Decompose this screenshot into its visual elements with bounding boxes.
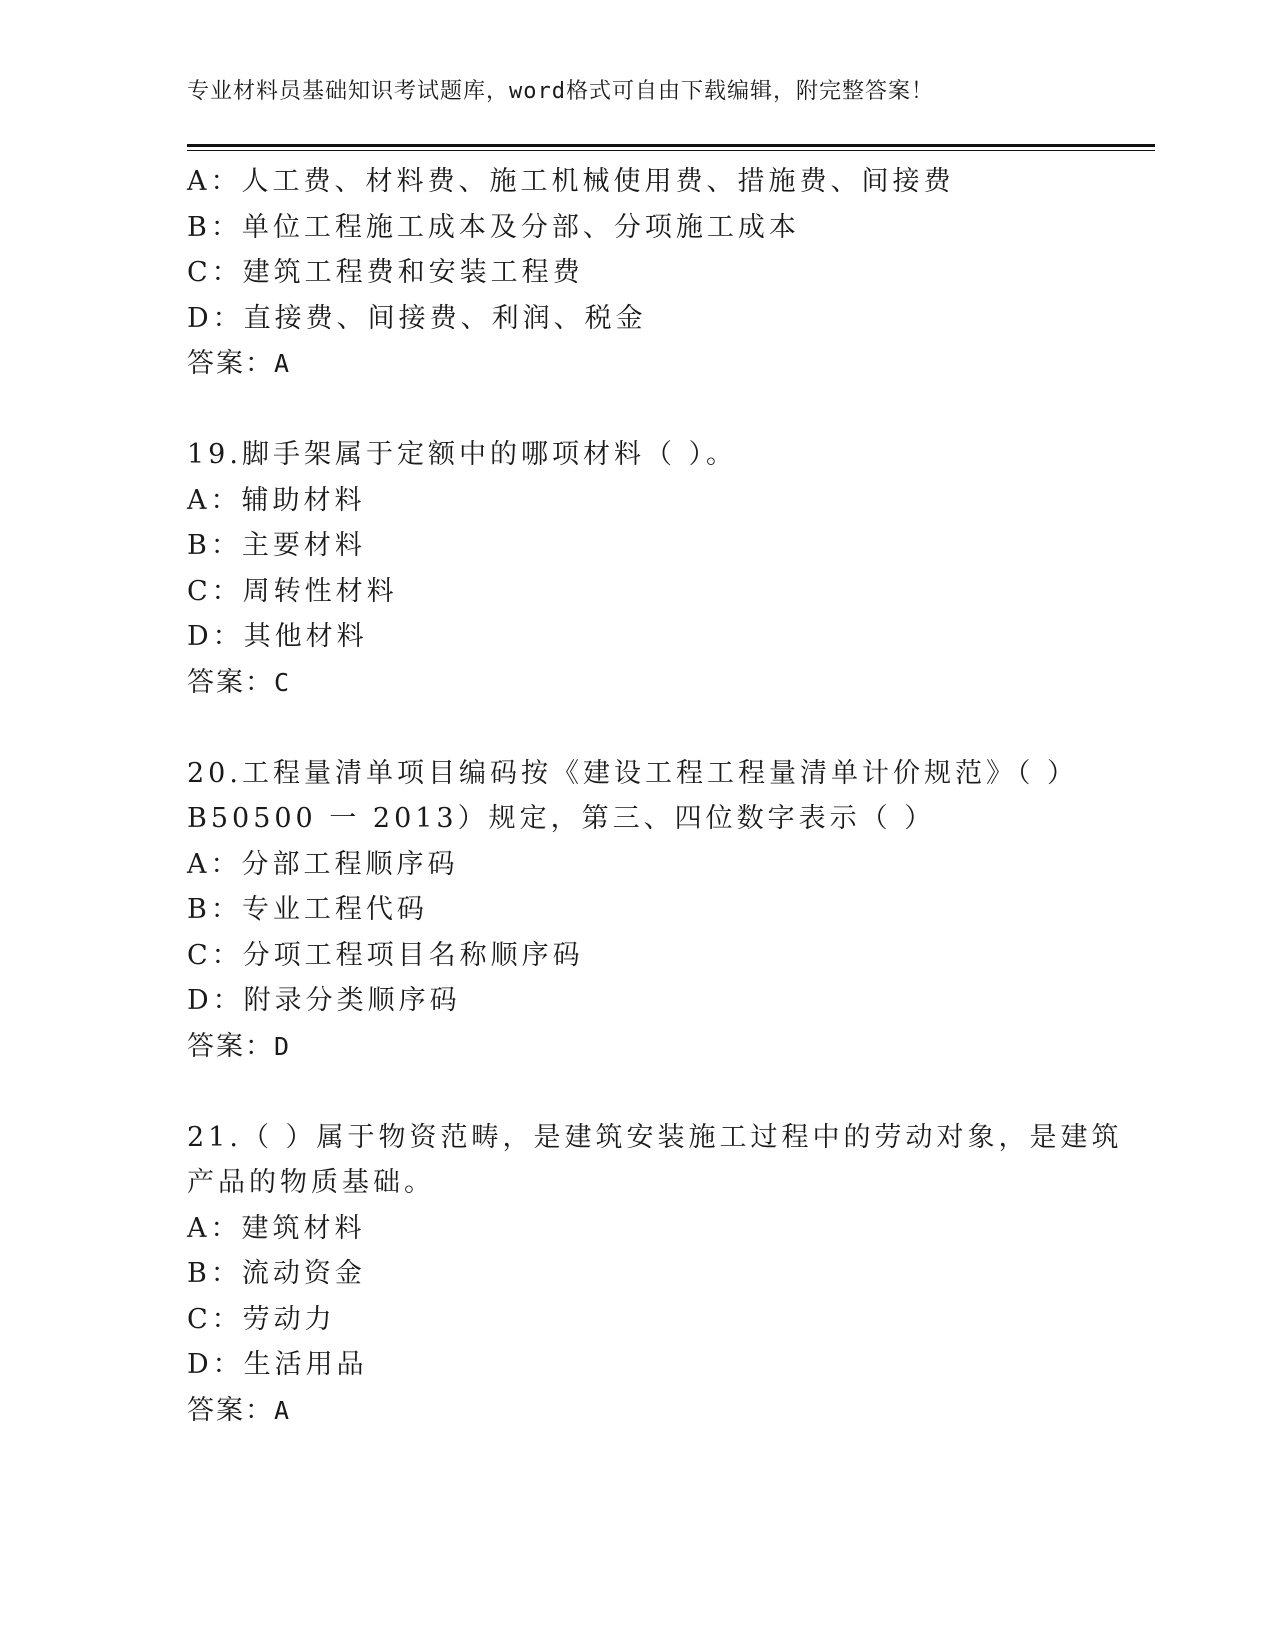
- question-stem: 21.（ ）属于物资范畴，是建筑安装施工过程中的劳动对象，是建筑: [187, 1121, 1123, 1153]
- question-19: [187, 432, 1087, 705]
- option-b: B：专业工程代码: [187, 894, 428, 925]
- option-a: A：分部工程顺序码: [187, 848, 459, 880]
- spacer: [187, 1069, 1087, 1115]
- question-stem-continued: 产品的物质基础。: [187, 1167, 435, 1198]
- page-header: 专业材料员基础知识考试题库，word格式可自由下载编辑，附完整答案！: [187, 79, 934, 104]
- question-20: [187, 751, 1087, 1070]
- header-rule-thin: [187, 150, 1155, 151]
- answer-label: 答案：: [187, 348, 274, 379]
- answer-value: A: [274, 1395, 292, 1425]
- spacer: [187, 705, 1087, 751]
- answer-value: A: [274, 349, 292, 378]
- answer-value: C: [274, 667, 292, 697]
- option-d: D：生活用品: [187, 1349, 368, 1380]
- question-fragment: [187, 159, 1087, 387]
- option-d: D：附录分类顺序码: [187, 985, 461, 1016]
- question-stem-continued: B50500 一 2013）规定，第三、四位数字表示（ ）: [187, 803, 936, 834]
- answer-label: 答案：: [187, 666, 274, 698]
- answer-label: 答案：: [187, 1394, 274, 1426]
- option-b: B：流动资金: [187, 1258, 366, 1289]
- answer-line: [187, 1388, 1087, 1434]
- option-c: C：建筑工程费和安装工程费: [187, 257, 584, 288]
- question-21: [187, 1115, 1123, 1434]
- spacer: [187, 387, 1087, 433]
- answer-label: 答案：: [187, 1030, 274, 1062]
- option-a: A：人工费、材料费、施工机械使用费、措施费、间接费: [187, 166, 955, 197]
- option-b: B：单位工程施工成本及分部、分项施工成本: [187, 211, 800, 243]
- option-c: C：分项工程项目名称顺序码: [187, 939, 584, 971]
- option-c: C：劳动力: [187, 1303, 336, 1335]
- answer-line: [187, 1024, 1087, 1070]
- option-a: A：建筑材料: [187, 1212, 366, 1244]
- header-rule-thick: [187, 144, 1155, 147]
- option-d: D：其他材料: [187, 621, 368, 652]
- question-stem: 20.工程量清单项目编码按《建设工程工程量清单计价规范》（ ）: [187, 757, 1079, 789]
- question-content: [187, 159, 1123, 1433]
- answer-line: [187, 660, 1087, 706]
- option-a: A：辅助材料: [187, 484, 366, 516]
- answer-line: [187, 341, 1087, 387]
- option-b: B：主要材料: [187, 530, 366, 561]
- question-stem: 19.脚手架属于定额中的哪项材料（ ）。: [187, 439, 738, 470]
- answer-value: D: [274, 1031, 292, 1061]
- option-c: C：周转性材料: [187, 575, 398, 607]
- option-d: D：直接费、间接费、利润、税金: [187, 302, 647, 334]
